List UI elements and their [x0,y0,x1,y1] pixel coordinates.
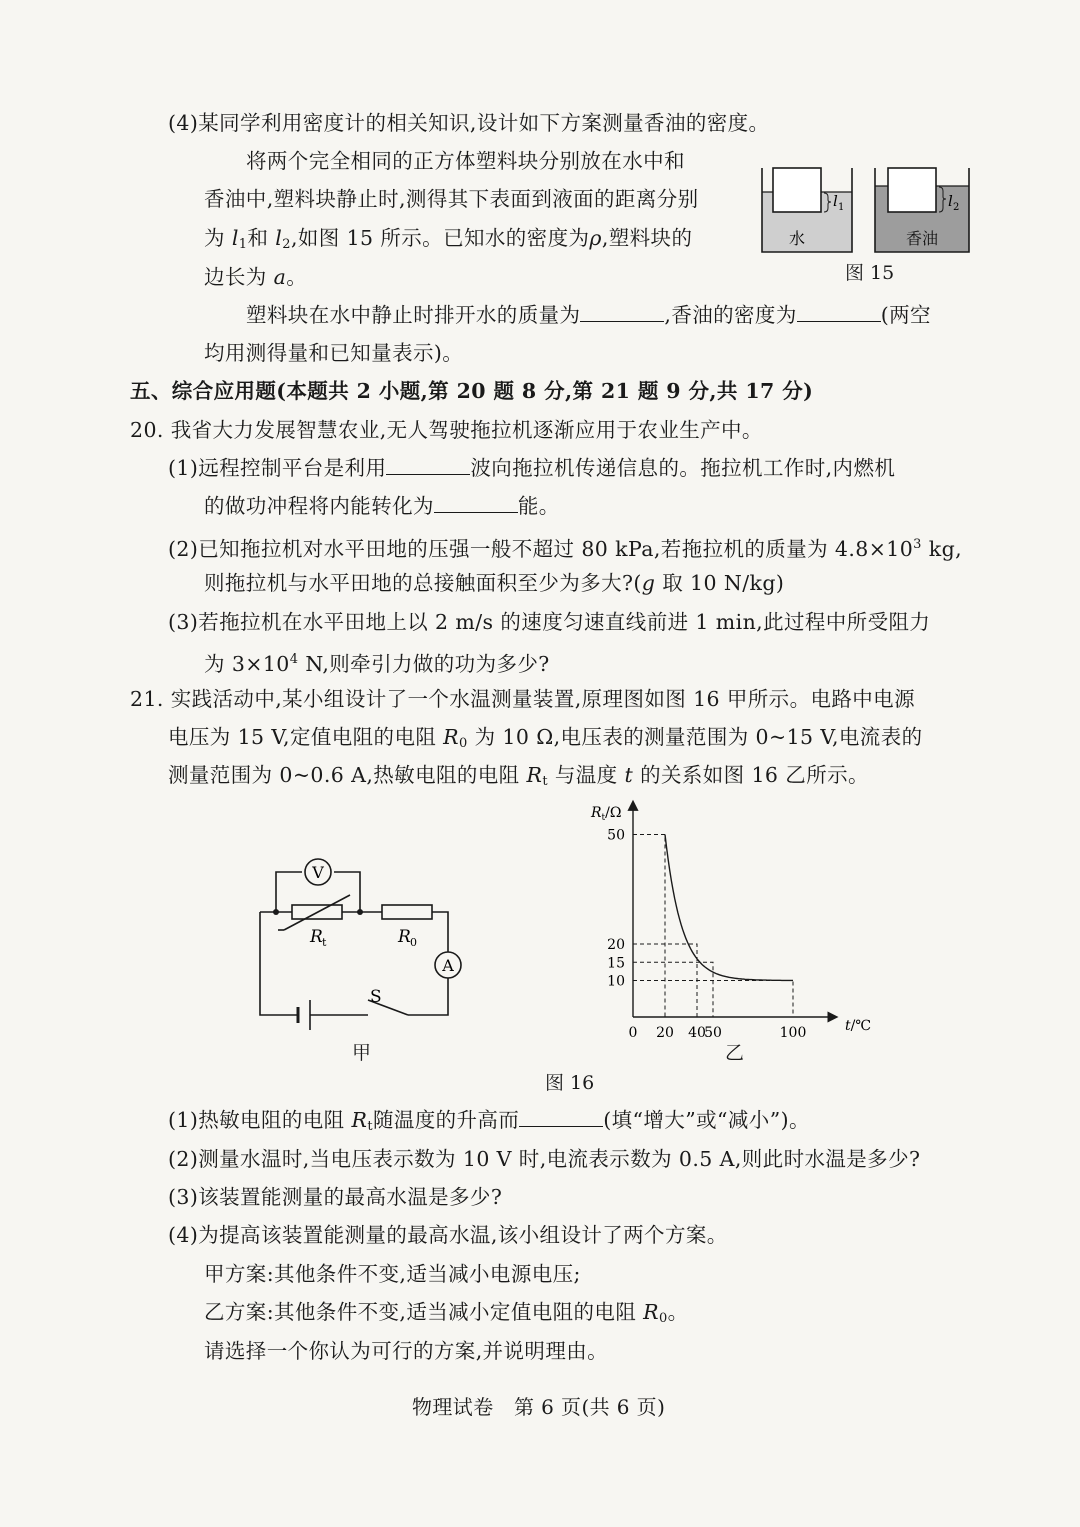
q21-part1 [168,1105,810,1142]
q20-part1-line2 [204,491,560,521]
y-tick-label: 10 [607,973,625,990]
text-fragment: 则拖拉机与水平田地的总接触面积至少为多大?( [204,571,642,595]
figure-16-caption: 图 16 [545,1072,595,1094]
x-tick-label: 100 [779,1025,807,1040]
figure-15 [755,160,975,260]
l1-label: l [833,192,838,210]
subscript: t [367,1119,373,1134]
voltmeter-label: V [312,863,324,882]
q19-4-text-line3 [204,223,692,260]
subscript: 0 [459,736,468,751]
q20-part2-line1 [168,530,962,564]
q21-part3: (3)该装置能测量的最高水温是多少? [168,1185,503,1209]
q21-plan-a: 甲方案:其他条件不变,适当减小电源电压; [204,1262,581,1286]
x-tick-label: 0 [628,1025,638,1040]
superscript: 4 [289,652,299,667]
figure-16-circuit [250,850,470,1060]
guide-line-2 [633,962,713,1017]
x-tick-label: 20 [656,1025,674,1040]
subscript: 2 [282,237,291,252]
var-l: l [275,226,283,250]
q19-4-fill-line [246,300,931,330]
guide-line-0 [633,835,665,1018]
q20-part1-line1 [168,453,895,483]
q21-stem-line1: 21. 实践活动中,某小组设计了一个水温测量装置,原理图如图 16 甲所示。电路中电源 [130,687,915,711]
text-fragment: 为 3×10 [204,652,290,676]
text-fragment: (2)已知拖拉机对水平田地的压强一般不超过 80 kPa,若拖拉机的质量为 4.8×10 [168,537,914,561]
answer-blank[interactable] [519,1106,603,1127]
ammeter-label: A [442,956,454,975]
text-fragment: 。 [286,265,308,289]
text-fragment: 为 [204,226,232,250]
q20-stem: 20. 我省大力发展智慧农业,无人驾驶拖拉机逐渐应用于农业生产中。 [130,418,763,442]
text-fragment: 能。 [517,494,560,518]
text-fragment: 和 [247,226,276,250]
Rt-label: R [310,927,323,947]
text-fragment: (1)热敏电阻的电阻 [168,1108,352,1132]
q21-choose: 请选择一个你认为可行的方案,并说明理由。 [204,1339,609,1363]
answer-blank[interactable] [434,492,518,513]
q21-stem-line3 [168,760,869,797]
text-fragment: 。 [667,1300,689,1324]
answer-blank[interactable] [580,301,664,322]
text-fragment: 取 10 N/kg) [655,571,785,595]
y-tick-label: 20 [607,937,625,953]
q19-4-text-line4 [204,262,307,292]
l2-label: l [948,192,953,210]
q20-part2-line2 [204,568,784,598]
water-label: 水 [788,229,806,248]
y-tick-label: 50 [607,827,625,844]
var-rho: ρ [589,226,602,250]
switch-label: S [370,987,382,1007]
y-axis-label: $R_t/\Omega$ [591,805,622,823]
var-R: R [526,763,543,787]
figure-15-caption: 图 15 [845,262,895,284]
q21-stem-line2 [168,722,923,759]
x-axis-label: t/℃ [845,1018,872,1034]
text-fragment: kg, [921,537,963,561]
var-R: R [643,1300,659,1324]
R0-sub: 0 [410,936,417,949]
figure-16-label-jia: 甲 [352,1042,372,1064]
text-fragment: ,塑料块的 [601,226,693,250]
text-fragment: 波向拖拉机传递信息的。拖拉机工作时,内燃机 [470,456,896,480]
Rt-sub: t [322,936,327,949]
q19-4-text-line1: 将两个完全相同的正方体塑料块分别放在水中和 [246,149,685,173]
oil-label: 香油 [905,229,939,248]
q19-4-text-line2: 香油中,塑料块静止时,测得其下表面到液面的距离分别 [204,187,699,211]
text-fragment: 乙方案:其他条件不变,适当减小定值电阻的电阻 [204,1300,644,1324]
subscript: t [542,774,548,789]
q21-part2: (2)测量水温时,当电压表示数为 10 V 时,电流表示数为 0.5 A,则此时水温是多少? [168,1147,921,1171]
q20-part3-line1: (3)若拖拉机在水平田地上以 2 m/s 的速度匀速直线前进 1 min,此过程中所受阻力 [168,610,931,634]
text-fragment: N,则牵引力做的功为多少? [298,652,550,676]
R0-label: R [398,927,411,947]
l1-sub: 1 [838,202,845,213]
subscript: 1 [238,237,248,252]
text-fragment: (填“增大”或“减小”)。 [603,1108,810,1132]
y-tick-label: 15 [607,955,625,972]
plastic-block-water [773,168,821,212]
figure-16-chart [585,795,895,1040]
answer-blank[interactable] [797,301,881,322]
superscript: 3 [913,537,922,552]
var-g: g [641,571,656,595]
text-fragment: 为 10 Ω,电压表的测量范围为 0~15 V,电流表的 [467,725,923,749]
plastic-block-oil [888,168,936,212]
text-fragment: 随温度的升高而 [372,1108,520,1132]
q19-4-fill-line2: 均用测得量和已知量表示)。 [204,341,464,365]
page-footer: 物理试卷 第 6 页(共 6 页) [412,1395,666,1419]
var-l: l [231,226,239,250]
var-a: a [273,265,287,289]
text-fragment: 塑料块在水中静止时排开水的质量为 [246,303,581,327]
text-fragment: 测量范围为 0~0.6 A,热敏电阻的电阻 [168,763,527,787]
l2-sub: 2 [953,202,960,213]
q21-plan-b [204,1297,689,1334]
text-fragment: 的做功冲程将内能转化为 [204,494,434,518]
q19-4-intro: (4)某同学利用密度计的相关知识,设计如下方案测量香油的密度。 [168,111,770,135]
var-t: t [624,763,634,787]
var-R: R [351,1108,368,1132]
subscript: 0 [658,1311,668,1326]
var-R: R [443,725,460,749]
x-tick-label: 40 [688,1025,706,1040]
section-5-heading: 五、综合应用题(本题共 2 小题,第 20 题 8 分,第 21 题 9 分,共 17 分) [130,379,814,403]
text-fragment: 边长为 [204,265,274,289]
figure-16-label-yi: 乙 [725,1042,745,1064]
text-fragment: (两空 [880,303,931,327]
text-fragment: ,香油的密度为 [664,303,797,327]
text-fragment: 与温度 [547,763,625,787]
q21-part4: (4)为提高该装置能测量的最高水温,该小组设计了两个方案。 [168,1223,728,1247]
q20-part3-line2 [204,645,550,679]
text-fragment: (1)远程控制平台是利用 [168,456,387,480]
text-fragment: 电压为 15 V,定值电阻的电阻 [168,725,444,749]
text-fragment: 的关系如图 16 乙所示。 [633,763,869,787]
answer-blank[interactable] [386,454,470,475]
x-tick-label: 50 [704,1025,722,1040]
resistor-R0 [382,905,432,919]
rt-temperature-curve [665,835,793,981]
text-fragment: ,如图 15 所示。已知水的密度为 [290,226,590,250]
